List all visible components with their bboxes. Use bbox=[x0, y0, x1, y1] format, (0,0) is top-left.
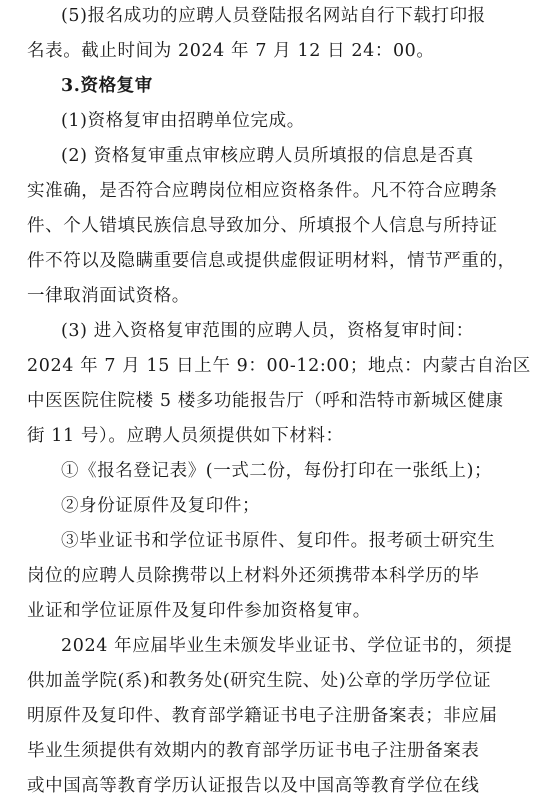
paragraph-line: 街 11 号）。应聘人员须提供如下材料： bbox=[27, 426, 344, 446]
paragraph-line: (3) 进入资格复审范围的应聘人员，资格复审时间： bbox=[61, 321, 474, 341]
paragraph-line: 件、个人错填民族信息导致加分、所填报个人信息与所持证 bbox=[27, 216, 498, 236]
list-item: ①《报名登记表》(一式二份，每份打印在一张纸上)； bbox=[61, 461, 493, 481]
paragraph-line: (1)资格复审由招聘单位完成。 bbox=[61, 111, 305, 131]
paragraph-line: 毕业生须提供有效期内的教育部学历证书电子注册备案表 bbox=[27, 741, 480, 761]
list-item: ②身份证原件及复印件； bbox=[61, 496, 261, 516]
paragraph-line: 一律取消面试资格。 bbox=[27, 286, 190, 306]
paragraph-line: (5)报名成功的应聘人员登陆报名网站自行下载打印报 bbox=[61, 6, 486, 26]
paragraph-line: 实准确，是否符合应聘岗位相应资格条件。凡不符合应聘条 bbox=[27, 181, 498, 201]
paragraph-line: 名表。截止时间为 2024 年 7 月 12 日 24：00。 bbox=[27, 41, 435, 61]
paragraph-line: 岗位的应聘人员除携带以上材料外还须携带本科学历的毕 bbox=[27, 566, 480, 586]
paragraph-line: 业证和学位证原件及复印件参加资格复审。 bbox=[27, 601, 371, 621]
list-item: ③毕业证书和学位证书原件、复印件。报考硕士研究生 bbox=[61, 531, 496, 551]
paragraph-line: 2024 年 7 月 15 日上午 9：00-12:00；地点：内蒙古自治区 bbox=[27, 356, 531, 376]
paragraph-line: 件不符以及隐瞒重要信息或提供虚假证明材料，情节严重的， bbox=[27, 251, 516, 271]
paragraph-line: 或中国高等教育学历认证报告以及中国高等教育学位在线 bbox=[27, 776, 480, 796]
paragraph-line: 2024 年应届毕业生未颁发毕业证书、学位证书的，须提 bbox=[61, 636, 513, 656]
paragraph-line: 明原件及复印件、教育部学籍证书电子注册备案表；非应届 bbox=[27, 706, 498, 726]
paragraph-line: 供加盖学院(系)和教务处(研究生院、处)公章的学历学位证 bbox=[27, 671, 492, 691]
paragraph-line: 中医医院住院楼 5 楼多功能报告厅（呼和浩特市新城区健康 bbox=[27, 391, 504, 411]
section-heading: 3.资格复审 bbox=[61, 76, 153, 96]
paragraph-line: (2) 资格复审重点审核应聘人员所填报的信息是否真 bbox=[61, 146, 474, 166]
